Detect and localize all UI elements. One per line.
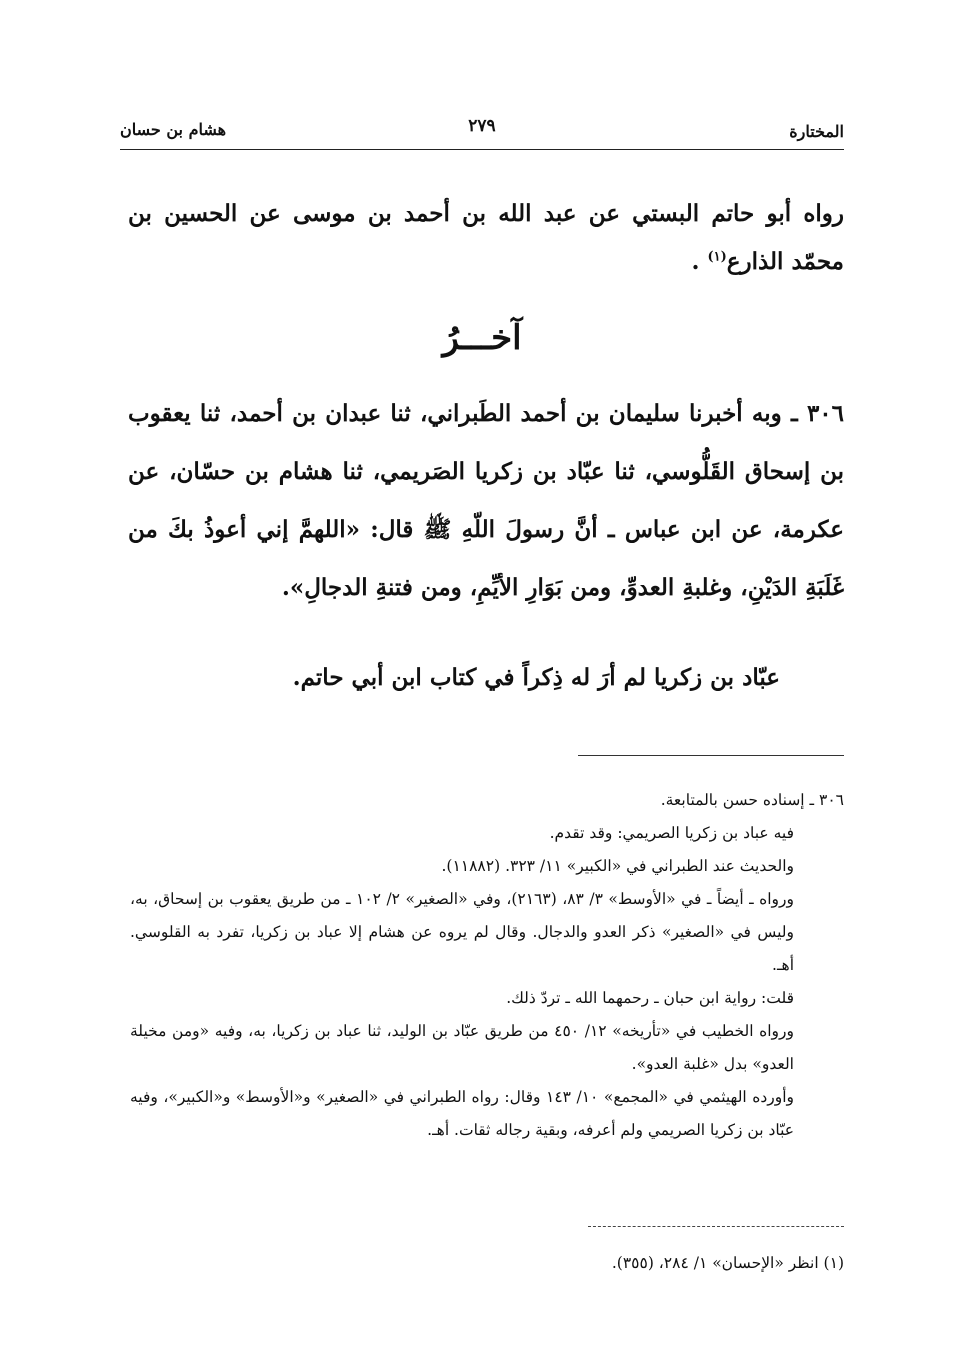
intro-paragraph (128, 190, 844, 286)
header-book-title: المختارة (789, 122, 844, 141)
note-line: وأورده الهيثمي في «المجمع» ١٠/ ١٤٣ وقال: رواه الطبراني في «الصغير» و«الأوسط» و«الكبير»، وفيه عبّاد بن زكريا الصريمي ولم أعرفه، وبقية رجاله ثقات. أهـ. (130, 1088, 795, 1139)
notes-divider (578, 755, 844, 756)
running-header (120, 112, 844, 148)
author-comment: عبّاد بن زكريا لم أرَ له ذِكراً في كتاب ابن أبي حاتم. (292, 664, 780, 691)
page-number: ٢٧٩ (468, 116, 496, 136)
footnote-divider (588, 1226, 844, 1227)
section-title: آخـــرُ (442, 318, 522, 358)
page-footnote: (١) انظر «الإحسان» ١/ ٢٨٤، (٣٥٥). (611, 1254, 844, 1272)
intro-end: . (691, 248, 708, 275)
footnote-reference: (١) (707, 249, 727, 265)
intro-text: رواه أبو حاتم البستي عن عبد الله بن أحمد بن موسى عن الحسين بن محمّد الذارع (128, 200, 844, 275)
commentary-notes (130, 784, 844, 1147)
note-line: ٣٠٦ ـ إسناده حسن بالمتابعة. (660, 791, 844, 809)
note-line: والحديث عند الطبراني في «الكبير» ١١/ ٣٢٣. (١١٨٨٢). (441, 857, 794, 875)
note-line: فيه عباد بن زكريا الصريمي: وقد تقدم. (549, 824, 794, 842)
note-line: ورواه الخطيب في «تأريخه» ١٢/ ٤٥٠ من طريق عبّاد بن الوليد، ثنا عباد بن زكريا، به، وفيه «ومن مخيلة العدو» بدل «غلبة العدو». (130, 1022, 794, 1073)
header-divider (120, 149, 844, 150)
note-line: قلت: رواية ابن حبان ـ رحمهما الله ـ تردّ ذلك. (506, 989, 794, 1007)
header-chapter-title: هشام بن حسان (120, 120, 227, 139)
note-line: ورواه ـ أيضاً ـ في «الأوسط» ٣/ ٨٣، (٢١٦٣)، وفي «الصغير» ٢/ ١٠٢ ـ من طريق يعقوب بن إسحاق، به، وليس في «الصغير» ذكر العدو والدجال. وقال لم يروه عن هشام إلا عباد بن زكريا، تفرد به القلوسي. أهـ. (130, 890, 795, 974)
hadith-paragraph: ٣٠٦ ـ وبه أخبرنا سليمان بن أحمد الطَبراني، ثنا عبدان بن أحمد، ثنا يعقوب بن إسحاق القَلُّوسي، ثنا عبّاد بن زكريا الصَريمي، ثنا هشام بن حسّان، عن عكرمة، عن ابن عباس ـ أنَّ رسولَ اللّهِ ﷺ قال: «اللهمَّ إني أعوذُ بكَ من غَلَبَةِ الدَيْنِ، وغلبةِ العدوِّ، ومن بَوَارِ الأيِّمِ، ومن فتنةِ الدجالِ». (128, 400, 844, 601)
